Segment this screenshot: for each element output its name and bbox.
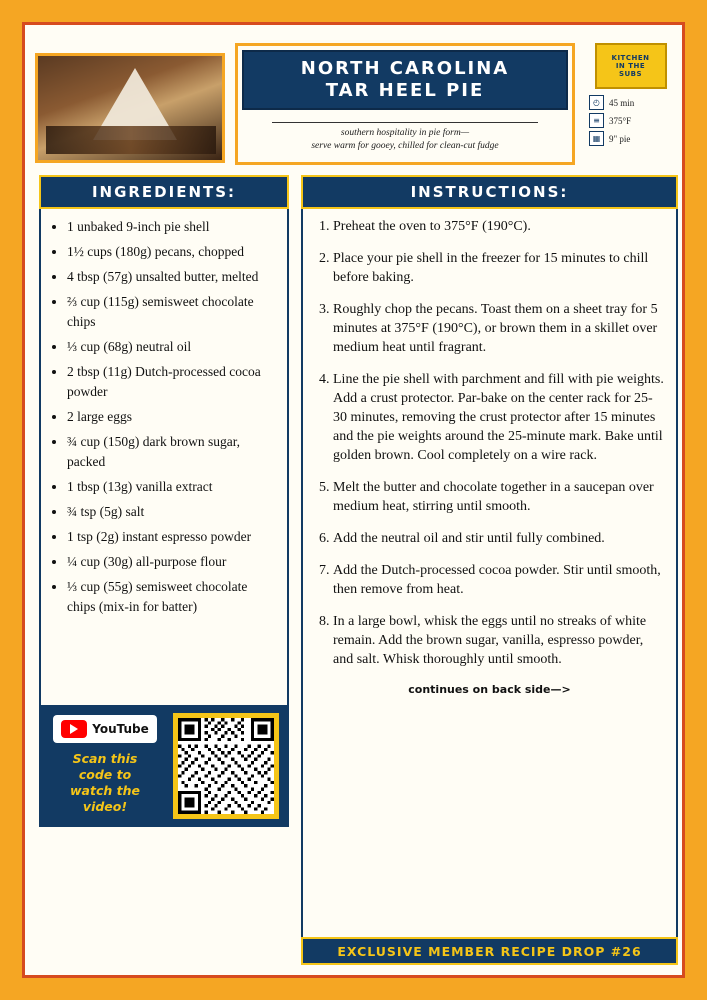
continues-note: continues on back side—>	[408, 683, 571, 696]
list-item: 1. Preheat the oven to 375°F (190°C).	[333, 217, 666, 236]
instructions-body	[301, 209, 678, 959]
list-item: 3. Roughly chop the pecans. Toast them on a sheet tray for 5 minutes at 375°F (190°C), or brown them in a skillet over medium heat until fragrant.	[333, 300, 666, 357]
recipe-meta-list	[583, 95, 678, 146]
list-item: 5. Melt the butter and chocolate together in a saucepan over medium heat, stirring until smooth.	[333, 478, 666, 516]
brand-logo-line-1: KITCHEN	[611, 54, 650, 62]
scan-cta-line-4: video!	[82, 799, 128, 814]
brand-logo-line-3: SUBS	[618, 70, 643, 78]
footer-banner	[301, 937, 678, 965]
video-promo-text	[41, 707, 169, 825]
list-item: 2. Place your pie shell in the freezer for 15 minutes to chill before baking.	[333, 249, 666, 287]
meta-value-temp: 375°F	[609, 115, 632, 126]
list-item: • ¾ cup (150g) dark brown sugar, packed	[67, 432, 277, 472]
footer-text: EXCLUSIVE MEMBER RECIPE DROP #26	[337, 943, 642, 959]
list-item: • ¾ tsp (5g) salt	[67, 502, 277, 522]
list-item: 4. Line the pie shell with parchment and fill with pie weights. Add a crust protector. Par-bake on the center rack for 25-30 minutes, removing the crust protector after 15 minutes and the pie weights around the 25-minute mark. Bake until golden brown. Cool completely on a wire rack.	[333, 370, 666, 465]
subtitle-line-2: serve warm for gooey, chilled for clean-cut fudge	[311, 141, 499, 151]
meta-row-yield	[589, 131, 678, 146]
qr-code[interactable]	[173, 713, 279, 819]
photo-foreground	[46, 126, 216, 154]
list-item: • 2 tbsp (11g) Dutch-processed cocoa powder	[67, 362, 277, 402]
brand-logo	[595, 43, 667, 89]
scan-cta	[47, 751, 163, 815]
list-item: • 1½ cups (180g) pecans, chopped	[67, 242, 277, 262]
recipe-subtitle	[238, 122, 572, 153]
instructions-list	[313, 217, 666, 669]
list-item: 6. Add the neutral oil and stir until fully combined.	[333, 529, 666, 548]
recipe-photo	[35, 53, 225, 163]
meta-row-time	[589, 95, 678, 110]
qr-code-pattern	[178, 718, 274, 814]
youtube-logo[interactable]	[53, 715, 157, 743]
list-item: • ¼ cup (30g) all-purpose flour	[67, 552, 277, 572]
instructions-panel	[301, 175, 678, 959]
scan-cta-line-1: Scan this	[72, 751, 138, 766]
subtitle-divider	[272, 122, 538, 123]
list-item: • 1 tsp (2g) instant espresso powder	[67, 527, 277, 547]
list-item: • 2 large eggs	[67, 407, 277, 427]
brand-logo-line-2: IN THE	[615, 62, 646, 70]
list-item: • 1 tbsp (13g) vanilla extract	[67, 477, 277, 497]
list-item: • 4 tbsp (57g) unsalted butter, melted	[67, 267, 277, 287]
oven-icon: ≡	[589, 113, 604, 128]
play-icon	[61, 720, 87, 738]
list-item: • ⅓ cup (55g) semisweet chocolate chips (mix-in for batter)	[67, 577, 277, 617]
meta-value-time: 45 min	[609, 97, 635, 108]
youtube-wordmark: YouTube	[92, 722, 149, 736]
subtitle-line-1: southern hospitality in pie form—	[340, 128, 470, 138]
clock-icon: ◴	[589, 95, 604, 110]
ingredients-panel	[39, 175, 289, 729]
recipe-title	[242, 50, 568, 110]
list-item: 8. In a large bowl, whisk the eggs until no streaks of white remain. Add the brown sugar, vanilla, espresso powder, and salt. Whisk thoroughly until smooth.	[333, 612, 666, 669]
recipe-card	[22, 22, 685, 978]
instructions-heading: INSTRUCTIONS:	[301, 175, 678, 209]
meta-row-temp	[589, 113, 678, 128]
ingredients-heading: INGREDIENTS:	[39, 175, 289, 209]
video-promo-block[interactable]	[39, 705, 289, 827]
title-box	[235, 43, 575, 165]
card-header	[35, 35, 678, 165]
list-item: • 1 unbaked 9-inch pie shell	[67, 217, 277, 237]
title-line-1: NORTH CAROLINA	[300, 58, 510, 79]
scan-cta-line-2: code to	[78, 767, 132, 782]
ingredients-body	[39, 209, 289, 729]
ingredients-list	[51, 217, 277, 617]
list-item: 7. Add the Dutch-processed cocoa powder. Stir until smooth, then remove from heat.	[333, 561, 666, 599]
scan-cta-line-3: watch the	[70, 783, 140, 798]
title-line-2: TAR HEEL PIE	[325, 80, 485, 101]
meta-value-yield: 9" pie	[609, 133, 631, 144]
list-item: • ⅔ cup (115g) semisweet chocolate chips	[67, 292, 277, 332]
brand-block	[583, 43, 678, 165]
qr-svg	[178, 718, 274, 814]
list-item: • ⅓ cup (68g) neutral oil	[67, 337, 277, 357]
servings-icon: ▦	[589, 131, 604, 146]
